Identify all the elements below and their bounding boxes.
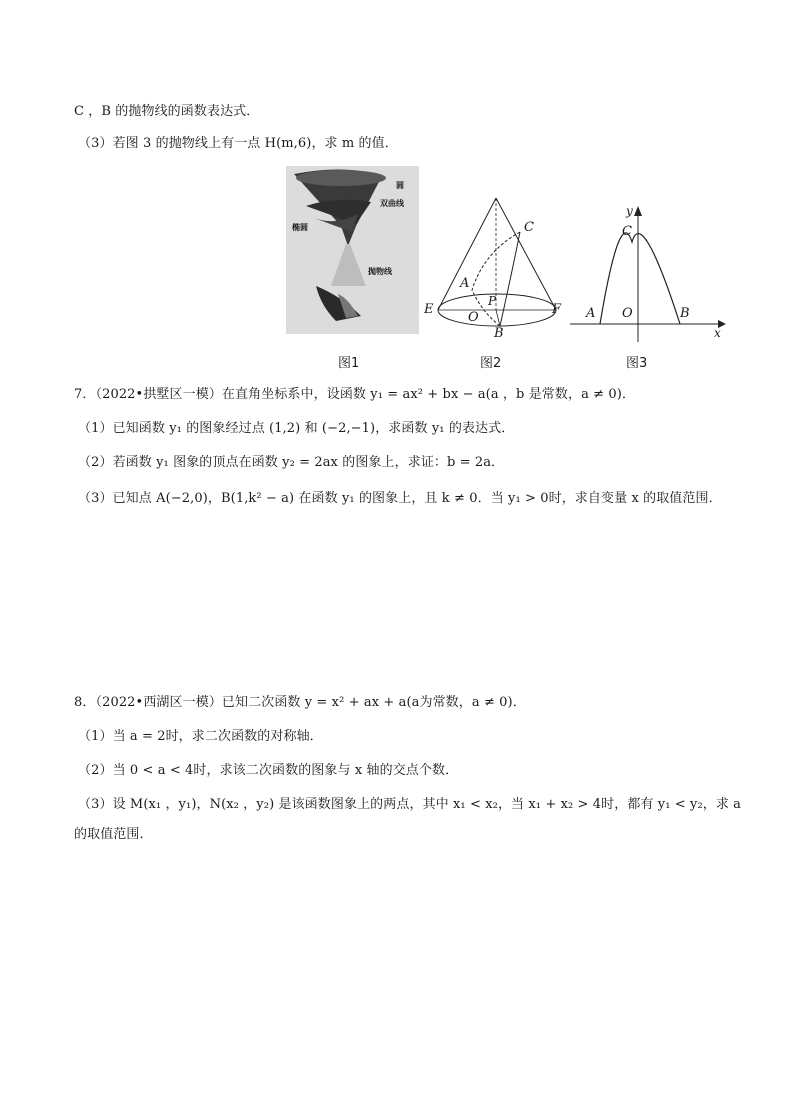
- fig1-label-parabola: 抛物线: [368, 267, 392, 276]
- fig1-label-circle: 圆: [396, 181, 404, 190]
- fig3-label-b: B: [680, 306, 690, 321]
- fig2-label-a: A: [460, 276, 470, 291]
- question-8-part-3: （3）设 M(x₁ ，y₁)，N(x₂ ，y₂) 是该函数图象上的两点，其中 x₁ < x₂，当 x₁ + x₂ > 4时，都有 y₁ < y₂，求 a: [78, 797, 742, 812]
- text-line-2: （3）若图 3 的抛物线上有一点 H(m,6)，求 m 的值．: [78, 136, 398, 151]
- question-7-part-1: （1）已知函数 y₁ 的图象经过点 (1,2) 和 (−2,−1)，求函数 y₁ 的表达式．: [78, 421, 515, 436]
- fig1-caption: 图1: [338, 356, 360, 371]
- figure-row: [286, 166, 726, 371]
- question-8-part-1: （1）当 a = 2时，求二次函数的对称轴．: [78, 729, 323, 744]
- fig3-caption: 图3: [626, 356, 648, 371]
- fig3-label-a: A: [586, 306, 596, 321]
- fig2-label-f: F: [552, 302, 562, 317]
- question-7-part-3: （3）已知点 A(−2,0)，B(1,k² − a) 在函数 y₁ 的图象上，且 k ≠ 0．当 y₁ > 0时，求自变量 x 的取值范围．: [78, 491, 722, 506]
- cone-svg: [424, 192, 564, 342]
- question-8-part-2: （2）当 0 < a < 4时，求该二次函数的图象与 x 轴的交点个数．: [78, 763, 459, 778]
- fig2-label-c: C: [524, 220, 534, 235]
- fig3-label-o: O: [622, 306, 633, 321]
- cone-diagram: [424, 192, 564, 342]
- fig2-label-e: E: [424, 302, 434, 317]
- question-7-part-2: （2）若函数 y₁ 图象的顶点在函数 y₂ = 2ax 的图象上，求证：b = 2a．: [78, 455, 505, 470]
- question-8-part-3-cont: 的取值范围．: [74, 827, 153, 842]
- text-line-1: C ，B 的抛物线的函数表达式．: [74, 104, 260, 119]
- fig2-label-p: P: [488, 294, 497, 308]
- fig1-label-ellipse: 椭圆: [292, 223, 308, 232]
- fig2-label-o: O: [468, 310, 479, 325]
- fig1-label-hyperbola: 双曲线: [380, 199, 404, 208]
- parabola-diagram: [570, 206, 726, 342]
- conic-sections-photo: [286, 166, 419, 334]
- fig3-label-y: y: [626, 204, 633, 218]
- question-7-heading: 7．（2022•拱墅区一模）在直角坐标系中，设函数 y₁ = ax² + bx − a(a ，b 是常数，a ≠ 0)．: [74, 387, 636, 402]
- parabola-svg: [570, 206, 726, 342]
- question-8-heading: 8．（2022•西湖区一模）已知二次函数 y = x² + ax + a(a为常数，a ≠ 0)．: [74, 695, 526, 710]
- fig2-label-b: B: [494, 326, 504, 341]
- fig3-label-x: x: [714, 326, 721, 340]
- fig2-caption: 图2: [480, 356, 502, 371]
- fig3-label-c: C: [622, 224, 632, 239]
